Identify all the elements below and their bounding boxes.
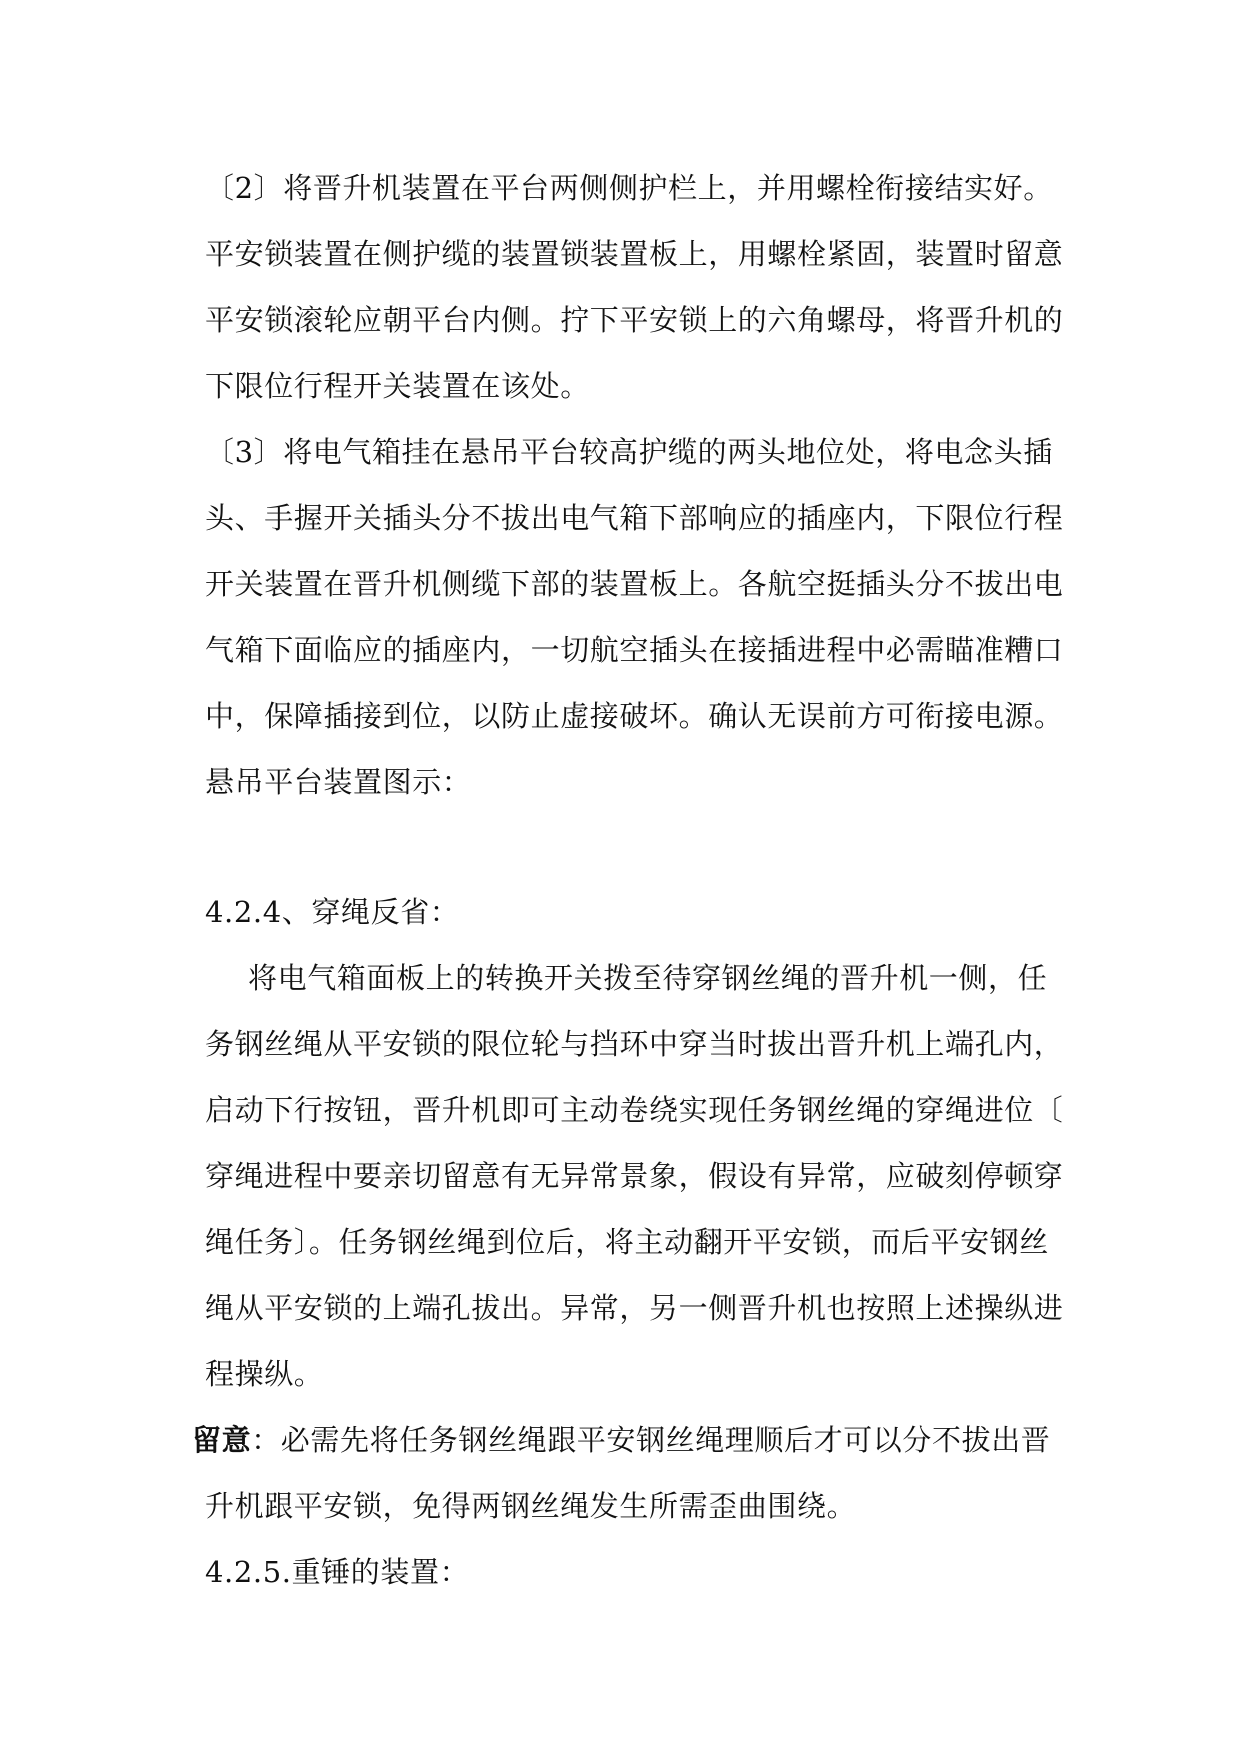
section-heading-4-2-4: 4.2.4、穿绳反省： xyxy=(205,895,460,929)
figure-caption: 悬吊平台装置图示： xyxy=(205,765,472,799)
paragraph-3-line-2: 头、手握开关插头分不拔出电气箱下部响应的插座内，下限位行程 xyxy=(205,501,1064,535)
paragraph-3-line-3: 开关装置在晋升机侧缆下部的装置板上。各航空挺插头分不拔出电 xyxy=(205,567,1064,601)
rope-check-line-3: 启动下行按钮，晋升机即可主动卷绕实现任务钢丝绳的穿绳进位〔 xyxy=(205,1093,1064,1127)
section-heading-4-2-5: 4.2.5.重锤的装置： xyxy=(205,1555,470,1589)
paragraph-2-line-2: 平安锁装置在侧护缆的装置锁装置板上，用螺栓紧固，装置时留意 xyxy=(205,237,1064,271)
paragraph-3-line-5: 中，保障插接到位，以防止虚接破坏。确认无误前方可衔接电源。 xyxy=(205,699,1064,733)
paragraph-3-line-1: 〔3〕将电气箱挂在悬吊平台较高护缆的两头地位处，将电念头插 xyxy=(205,435,1053,469)
rope-check-line-1: 将电气箱面板上的转换开关拨至待穿钢丝绳的晋升机一侧，任 xyxy=(248,961,1048,995)
rope-check-line-6: 绳从平安锁的上端孔拔出。异常，另一侧晋升机也按照上述操纵进 xyxy=(205,1291,1064,1325)
note-line-2: 升机跟平安锁，免得两钢丝绳发生所需歪曲围绕。 xyxy=(205,1489,857,1523)
rope-check-line-2: 务钢丝绳从平安锁的限位轮与挡环中穿当时拔出晋升机上端孔内， xyxy=(205,1027,1064,1061)
paragraph-2-line-3: 平安锁滚轮应朝平台内侧。拧下平安锁上的六角螺母，将晋升机的 xyxy=(205,303,1064,337)
note-line xyxy=(192,1420,1050,1460)
paragraph-2-line-1: 〔2〕将晋升机装置在平台两侧侧护栏上，并用螺栓衔接结实好。 xyxy=(205,171,1053,205)
paragraph-2-line-4: 下限位行程开关装置在该处。 xyxy=(205,369,590,403)
note-text: ：必需先将任务钢丝绳跟平安钢丝绳理顺后才可以分不拔出晋 xyxy=(251,1423,1051,1457)
paragraph-3-line-4: 气箱下面临应的插座内，一切航空插头在接插进程中必需瞄准糟口 xyxy=(205,633,1064,667)
rope-check-line-4: 穿绳进程中要亲切留意有无异常景象，假设有异常，应破刻停顿穿 xyxy=(205,1159,1064,1193)
note-label: 留意 xyxy=(192,1423,252,1457)
rope-check-line-7: 程操纵。 xyxy=(205,1357,324,1391)
rope-check-line-5: 绳任务〕。任务钢丝绳到位后，将主动翻开平安锁，而后平安钢丝 xyxy=(205,1225,1049,1259)
